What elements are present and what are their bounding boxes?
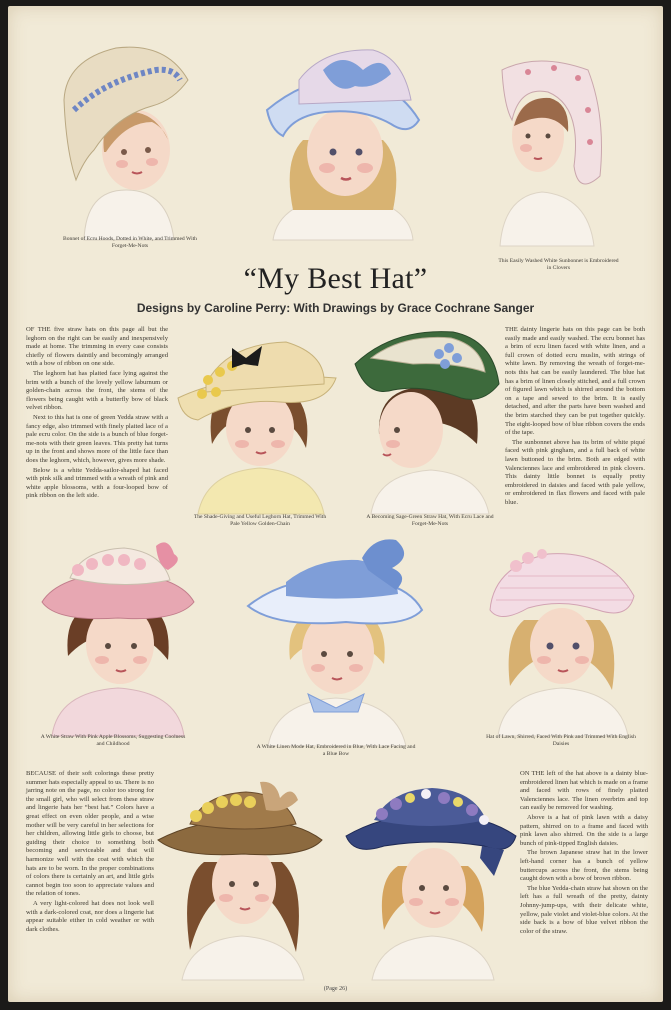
girl-leghorn-hat-illustration <box>176 324 341 514</box>
girl-green-straw-hat-illustration <box>353 324 503 514</box>
article-byline: Designs by Caroline Perry: With Drawings by Grace Cochrane Sanger <box>136 301 535 315</box>
bottom-right-paragraph: The blue Yedda-chain straw hat shown on the left has a full wreath of the pretty, dainty Johnny-jump-ups, with their delicate white, yellow, pale violet and violet-blue colors. At the side back is a bow of blue velvet ribbon the color of the straw. <box>520 884 648 935</box>
bottom-left-paragraph: A very light-colored hat does not look well with a dark-colored coat, nor does a lingerie hat appear suitable either in cold weather or with dark clothes. <box>26 899 154 933</box>
bottom-right-paragraph: The brown Japanese straw hat in the lower left-hand corner has a bunch of yellow buttercups across the front, the stems being caught down with a bow of brown ribbon. <box>520 849 648 883</box>
caption-sunbonnet: This Easily Washed White Sunbonnet is Embroidered in Clovers <box>498 258 619 271</box>
girl-ecru-bonnet-illustration <box>56 40 206 240</box>
caption-apple-blossoms: A White Straw With Pink Apple Blossoms, Suggesting Coolness and Childhood <box>40 734 186 747</box>
bottom-left-column-text <box>26 770 154 935</box>
left-column-text <box>26 326 168 502</box>
right-paragraph: THE dainty lingerie hats on this page can be both easily made and easily washed. The ecru bonnet has a brim of ecru linen faced with white linen, and a full crown of dotted ecru muslin, with strings of white lawn. By removing the wreath of forget-me-nots this hat can be easily laundered. The blue hat has a brim of linen closely stitched, and a full crown of figured lawn which is shirred around the bottom on a tape and sewed to the brim. It is easily detached, and after the parts have been washed and the brim starched they can be put together quickly. The eight-looped bow of blue ribbon covers the ends of the tape. <box>505 326 645 437</box>
girl-pink-lawn-hat-illustration <box>488 536 638 736</box>
caption-ecru-hood: Bonnet of Ecru Hoods, Dotted in White, and Trimmed With Forget-Me-Nots <box>63 236 197 249</box>
bottom-right-column-text <box>520 770 648 937</box>
left-paragraph: Below is a white Yedda-sailor-shaped hat faced with pink silk and trimmed with a wreath of pink and white apple blossoms, with a four-looped bow of pink ribbon on the left side. <box>26 466 168 500</box>
caption-green-straw: A Becoming Sage-Green Straw Hat, With Ecru Lace and Forget-Me-Nots <box>366 514 494 527</box>
article-title: “My Best Hat” <box>243 262 428 295</box>
magazine-page <box>8 6 663 1002</box>
caption-linen-blue: A White Linen Mode Hat, Embroidered in Blue, With Lace Facing and a Blue Bow <box>256 744 416 757</box>
girl-blue-hat-illustration <box>263 40 423 240</box>
page-number: (Page 26) <box>323 986 348 992</box>
caption-pink-lawn: Hat of Lawn, Shirred, Faced With Pink and Trimmed With English Daisies <box>486 734 636 747</box>
bottom-right-paragraph: ON THE left of the hat above is a dainty blue-embroidered linen hat which is made on a frame and faced with rows of finely plaited Valenciennes lace. The linen overbrim and top can easily be removed for washing. <box>520 770 648 812</box>
girl-blue-linen-hat-illustration <box>246 536 426 746</box>
right-paragraph: The sunbonnet above has its brim of white piqué faced with pink gingham, and a full back of white lawn buttoned to the brim. Both are edged with Valenciennes lace and embroidered in pink clovers. This dainty little bonnet is equally pretty embroidered in daisies and faced with pale yellow, or embroidered in flax flowers and faced with pale blue. <box>505 438 645 506</box>
left-paragraph: The leghorn hat has plaited face lying against the brim with a bunch of the lovely yellow laburnum or golden-chain across the front, the stems of the flowers being caught with a butterfly bow of black velvet ribbon. <box>26 369 168 412</box>
left-paragraph: OF THE five straw hats on this page all but the leghorn on the right can be easily and inexpensively made at home. The trimming in every case consists chiefly of flowers daintily and becomingly arranged with a bow of ribbon on one side. <box>26 326 168 368</box>
left-paragraph: Next to this hat is one of green Yedda straw with a fancy edge, also trimmed with finely plaited lace of a pale ecru color. On the side is a bunch of blue forget-me-nots with their green leaves. This pretty hat turns up in the front and shows more of the little face than does the leghorn, which, however, gives more shade. <box>26 413 168 464</box>
right-column-text <box>505 326 645 508</box>
bottom-left-paragraph: BECAUSE of their soft colorings these pretty summer hats especially appeal to us. There is no jarring note on the page, no color too strong for the small girl, who will select from these straw and lingerie hats her “best hat.” Colors have a great effect on even older people, and a wise mother will be very careful in her selections for her children, allowing little girls to choose, but guiding their choice to something both becoming and serviceable and that will harmonize well with the coat with which the hats are to be worn. In the proper combinations of colors there is certainly an art, and little girls cannot begin too soon to appreciate values and the relation of tones. <box>26 770 154 898</box>
girl-pink-apple-blossom-hat-illustration <box>38 536 198 736</box>
girl-brown-straw-hat-illustration <box>156 780 326 980</box>
girl-navy-straw-hat-illustration <box>344 780 519 980</box>
girl-sunbonnet-illustration <box>478 46 613 246</box>
caption-leghorn: The Shade-Giving and Useful Leghorn Hat, Trimmed With Pale Yellow Golden-Chain <box>193 514 327 527</box>
bottom-right-paragraph: Above is a hat of pink lawn with a daisy pattern, shirred on to a frame and faced with pink lawn also shirred. On the side is a large bunch of pink-tipped English daisies. <box>520 813 648 847</box>
